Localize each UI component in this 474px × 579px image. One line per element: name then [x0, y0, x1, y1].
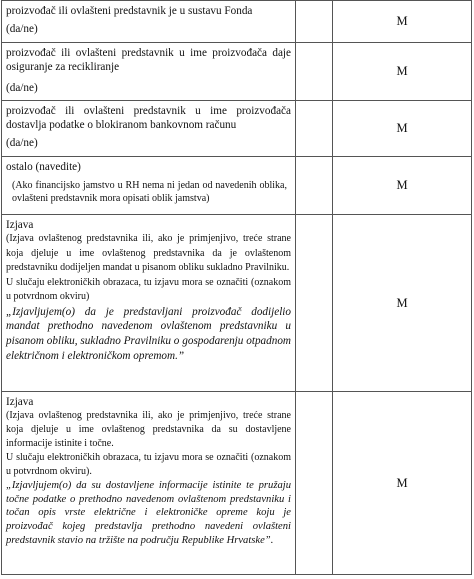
mark-cell [333, 157, 472, 214]
row-note: (da/ne) [6, 23, 38, 36]
mark-cell [333, 43, 472, 100]
description-cell [2, 215, 296, 391]
description-cell [2, 43, 296, 100]
mark-cell [333, 101, 472, 156]
table-row [2, 101, 472, 157]
statement-title: Izjava [6, 219, 34, 231]
statement-instruction: U slučaju elektroničkih obrazaca, tu izjavu mora se označiti (oznakom u potvrdnom okviru). [6, 452, 291, 478]
statement-explanation: (Izjava ovlaštenog predstavnika ili, ako je primjenjivo, treće strane koja djeluje u ime ovlaštenog predstavnika da su dostavljene informacije istinite i točne. [6, 410, 291, 450]
row-note: (Ako financijsko jamstvo u RH nema ni jedan od navedenih oblika, ovlašteni predstavnik mora opisati oblik jamstva) [12, 180, 287, 205]
statement-instruction: U slučaju elektroničkih obrazaca, tu izjavu mora se označiti (oznakom u potvrdnom okviru) [6, 276, 291, 303]
mandatory-mark: M [396, 121, 408, 135]
mandatory-mark: M [396, 475, 408, 490]
mandatory-mark: M [396, 178, 408, 192]
description-cell [2, 392, 296, 574]
row-text: proizvođač ili ovlašteni predstavnik u ime proizvođača dostavlja podatke o blokiranom bankovnom računu [6, 105, 291, 132]
empty-cell [296, 215, 333, 391]
table-row [2, 157, 472, 215]
empty-cell [296, 43, 333, 100]
empty-cell [296, 101, 333, 156]
description-cell [2, 1, 296, 42]
statement-text: „Izjavljujem(o) da su dostavljene informacije istinite te pružaju točne podatke o prethodno navedenom ovlaštenom predstavniku i točan opis vrste električne i elektroničke opreme koju je proizvođač kojeg predstavlja prethodno navedeni ovlašteni predstavnik stavio na tržište na području Republike Hrvatske”. [6, 480, 291, 546]
mark-cell [333, 1, 472, 42]
row-text: proizvođač ili ovlašteni predstavnik je u sustavu Fonda [6, 5, 253, 17]
statement-title: Izjava [6, 396, 34, 408]
statement-text: „Izjavljujem(o) da je predstavljani proizvođač dodijelio mandat prethodno navedenom ovlaštenom predstavniku u pisanom obliku, sukladno Pravilniku o gospodarenju otpadnom električnom i elektroničkom opremom.” [6, 305, 291, 362]
mandatory-mark: M [396, 295, 408, 310]
mandatory-mark: M [396, 64, 408, 78]
empty-cell [296, 1, 333, 42]
description-cell [2, 157, 296, 214]
mandatory-mark: M [396, 14, 408, 28]
description-cell [2, 101, 296, 156]
table-row [2, 43, 472, 101]
row-note: (da/ne) [6, 136, 38, 149]
statement-explanation: (Izjava ovlaštenog predstavnika ili, ako je primjenjivo, treće strane koja djeluje u ime ovlaštenog predstavnika da je ovlaštenom predstavniku dodijeljen mandat u pisanom obliku sukladno Pravilniku. [6, 233, 291, 274]
table-row [2, 0, 472, 43]
row-note: (da/ne) [6, 81, 38, 94]
table-row [2, 215, 472, 392]
requirements-table [1, 0, 472, 575]
mark-cell [333, 392, 472, 574]
empty-cell [296, 392, 333, 574]
table-row [2, 392, 472, 575]
row-text: proizvođač ili ovlašteni predstavnik u ime proizvođača daje osiguranje za recikliranje [6, 47, 291, 74]
mark-cell [333, 215, 472, 391]
row-text: ostalo (navedite) [6, 161, 81, 173]
empty-cell [296, 157, 333, 214]
